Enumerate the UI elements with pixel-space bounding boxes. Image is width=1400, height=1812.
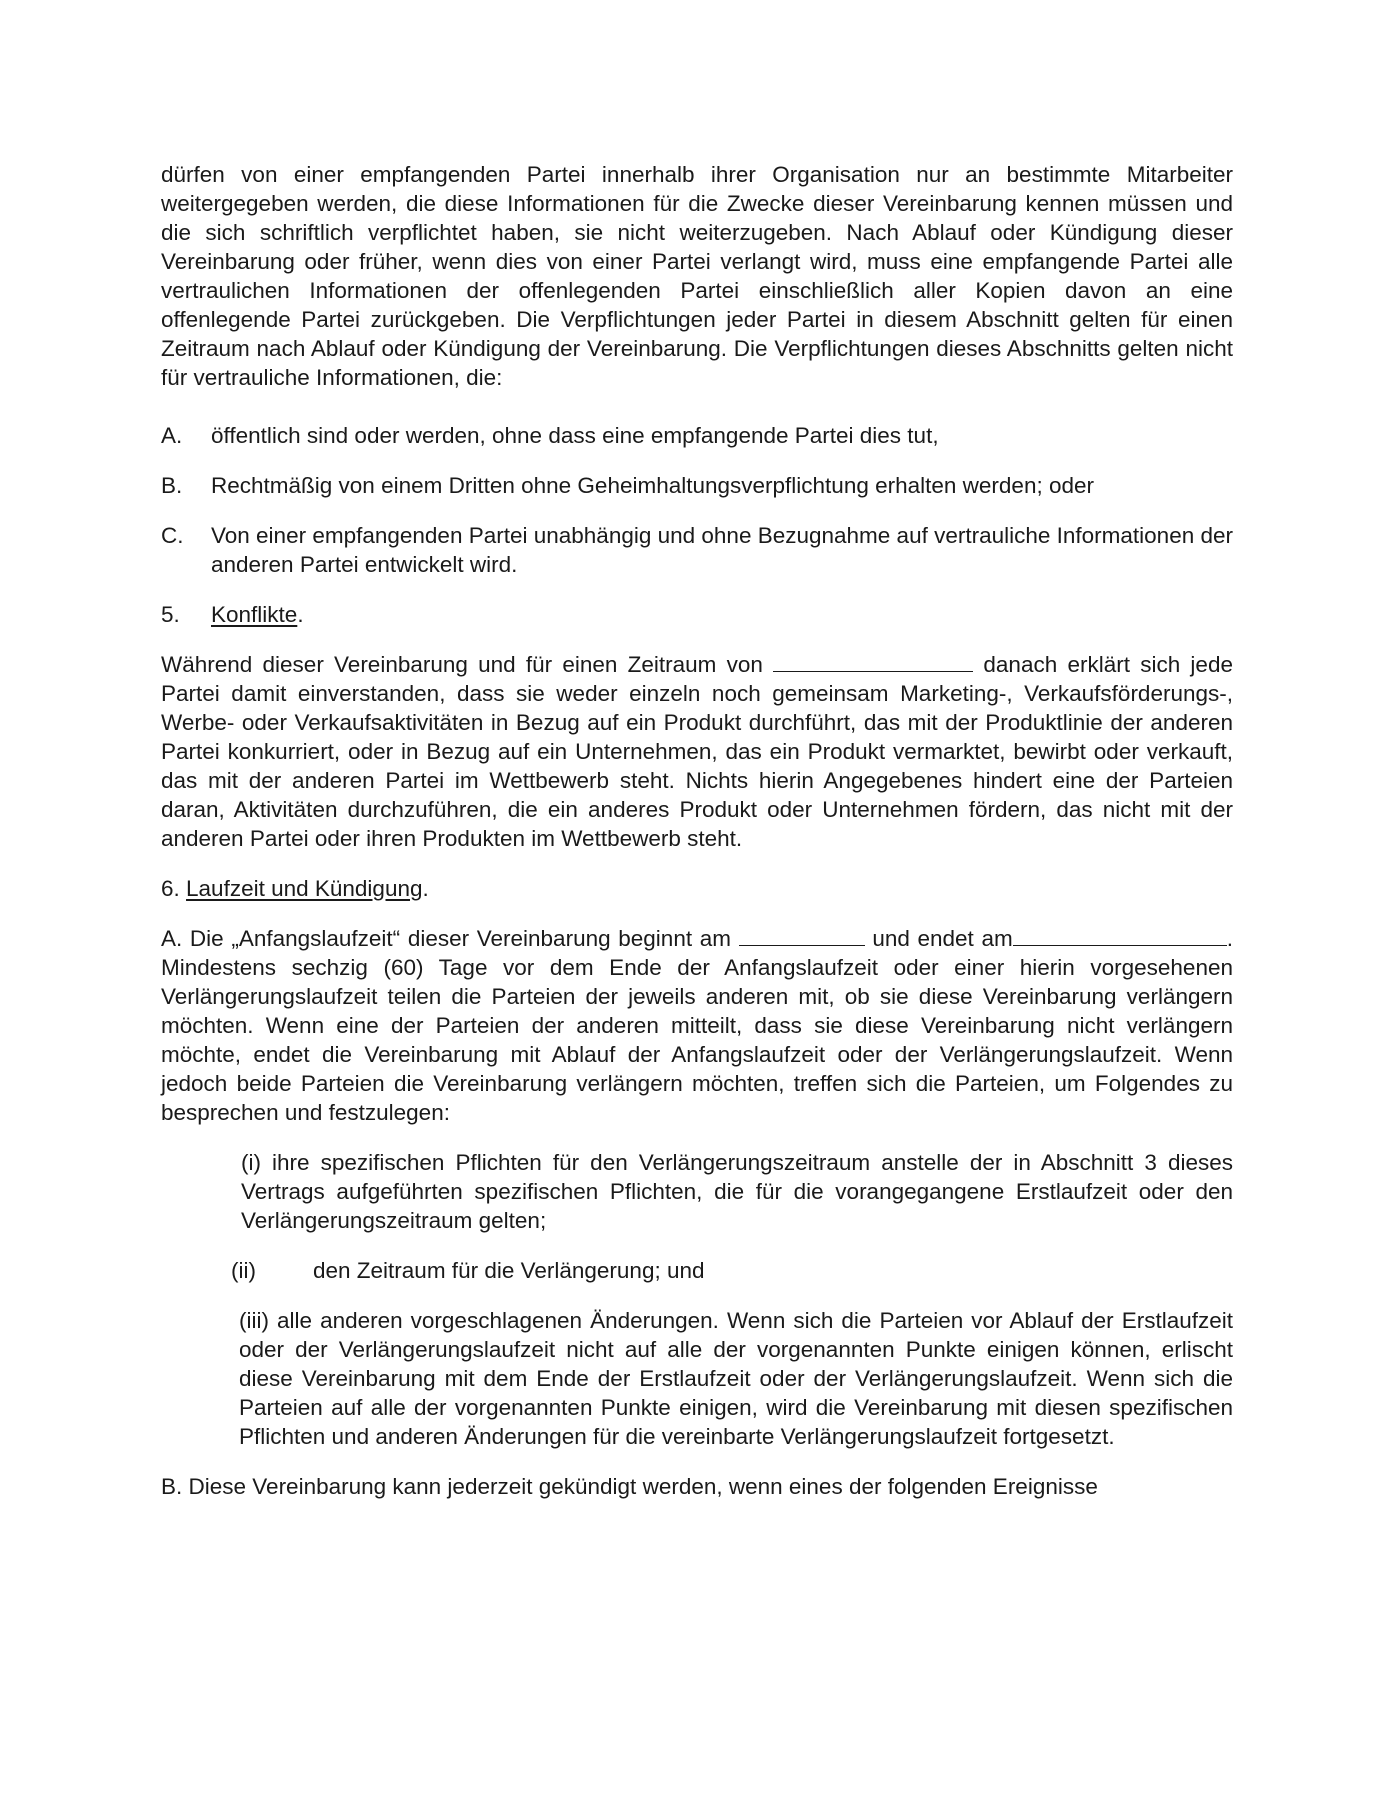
section-6-heading bbox=[161, 874, 1233, 903]
list-text: Rechtmäßig von einem Dritten ohne Geheimhaltungsverpflichtung erhalten werden; oder bbox=[211, 473, 1094, 498]
sub-item-ii bbox=[231, 1256, 1233, 1285]
section-title-suffix: . bbox=[422, 876, 429, 901]
sub-item-iii: (iii) alle anderen vorgeschlagenen Änderungen. Wenn sich die Parteien vor Ablauf der Erstlaufzeit oder der Verlängerungslaufzeit nicht auf alle der vorgenannten Punkte einigen können, erlischt diese Vereinbarung mit dem Ende der Erstlaufzeit oder der Verlängerungslaufzeit. Wenn sich die Parteien auf alle der vorgenannten Punkte einigen, wird die Vereinbarung mit diesen spezifischen Pflichten und anderen Änderungen für die vereinbarte Verlängerungslaufzeit fortgesetzt. bbox=[239, 1308, 1233, 1449]
duration-blank bbox=[773, 651, 973, 672]
sub-item-text: den Zeitraum für die Verlängerung; und bbox=[313, 1258, 705, 1283]
sub-item-i: (i) ihre spezifischen Pflichten für den Verlängerungszeitraum anstelle der in Abschnitt 3 dieses Vertrags aufgeführten spezifischen Pflichten, die für die vorangegangene Erstlaufzeit oder den Verlängerungszeitraum gelten; bbox=[241, 1150, 1233, 1233]
section-6a-part3: . Mindestens sechzig (60) Tage vor dem Ende der Anfangslaufzeit oder einer hierin vorgesehenen Verlängerungslaufzeit teilen die Parteien der jeweils anderen mit, ob sie diese Vereinbarung verlängern möchten. Wenn eine der Parteien der anderen mitteilt, dass sie diese Vereinbarung nicht verlängern möchte, endet die Vereinbarung mit Ablauf der Anfangslaufzeit oder der Verlängerungslaufzeit. Wenn jedoch beide Parteien die Vereinbarung verlängern möchten, treffen sich die Parteien, um Folgendes zu besprechen und festzulegen: bbox=[161, 926, 1233, 1125]
section-6a-part2: und endet am bbox=[872, 926, 1013, 951]
section-5-body bbox=[161, 650, 1233, 853]
section-number: 6. bbox=[161, 876, 180, 901]
section-5-body-start: Während dieser Vereinbarung und für einen Zeitraum von bbox=[161, 652, 763, 677]
list-text: Von einer empfangenden Partei unabhängig und ohne Bezugnahme auf vertrauliche Informationen der anderen Partei entwickelt wird. bbox=[211, 523, 1233, 577]
exception-b bbox=[161, 471, 1233, 500]
section-number: 5. bbox=[161, 602, 180, 627]
section-6a-paragraph bbox=[161, 924, 1233, 1127]
section-title-suffix: . bbox=[297, 602, 304, 627]
section-5-heading bbox=[161, 600, 1233, 629]
section-title: Konflikte bbox=[211, 602, 298, 627]
section-6a-part1: A. Die „Anfangslaufzeit“ dieser Vereinbarung beginnt am bbox=[161, 926, 731, 951]
list-marker: B. bbox=[161, 473, 183, 498]
section-title-wrap bbox=[211, 600, 1233, 629]
section-6b-paragraph: B. Diese Vereinbarung kann jederzeit gekündigt werden, wenn eines der folgenden Ereignisse bbox=[161, 1474, 1098, 1499]
list-marker: C. bbox=[161, 523, 184, 548]
exception-c bbox=[161, 521, 1233, 579]
section-5-body-rest: danach erklärt sich jede Partei damit einverstanden, dass sie weder einzeln noch gemeinsam Marketing-, Verkaufsförderungs-, Werbe- oder Verkaufsaktivitäten in Bezug auf ein Produkt durchführt, das mit der Produktlinie der anderen Partei konkurriert, oder in Bezug auf ein Unternehmen, das ein Produkt vermarktet, bewirbt oder verkauft, das mit der anderen Partei im Wettbewerb steht. Nichts hierin Angegebenes hindert eine der Parteien daran, Aktivitäten durchzuführen, die ein anderes Produkt oder Unternehmen fördern, das nicht mit der anderen Partei oder ihren Produkten im Wettbewerb steht. bbox=[161, 652, 1233, 851]
list-marker: A. bbox=[161, 423, 183, 448]
start-date-blank bbox=[739, 925, 865, 946]
document-page bbox=[161, 160, 1233, 1501]
exception-a bbox=[161, 421, 1233, 450]
intro-paragraph: dürfen von einer empfangenden Partei innerhalb ihrer Organisation nur an bestimmte Mitarbeiter weitergegeben werden, die diese Informationen für die Zwecke dieser Vereinbarung kennen müssen und die sich schriftlich verpflichtet haben, sie nicht weiterzugeben. Nach Ablauf oder Kündigung dieser Vereinbarung oder früher, wenn dies von einer Partei verlangt wird, muss eine empfangende Partei alle vertraulichen Informationen der offenlegenden Partei einschließlich aller Kopien davon an eine offenlegende Partei zurückgeben. Die Verpflichtungen jeder Partei in diesem Abschnitt gelten für einen Zeitraum nach Ablauf oder Kündigung der Vereinbarung. Die Verpflichtungen dieses Abschnitts gelten nicht für vertrauliche Informationen, die: bbox=[161, 162, 1233, 390]
list-text: öffentlich sind oder werden, ohne dass eine empfangende Partei dies tut, bbox=[211, 423, 939, 448]
sub-item-marker: (ii) bbox=[231, 1258, 256, 1283]
end-date-blank bbox=[1013, 925, 1227, 946]
section-title: Laufzeit und Kündigung bbox=[186, 876, 423, 901]
